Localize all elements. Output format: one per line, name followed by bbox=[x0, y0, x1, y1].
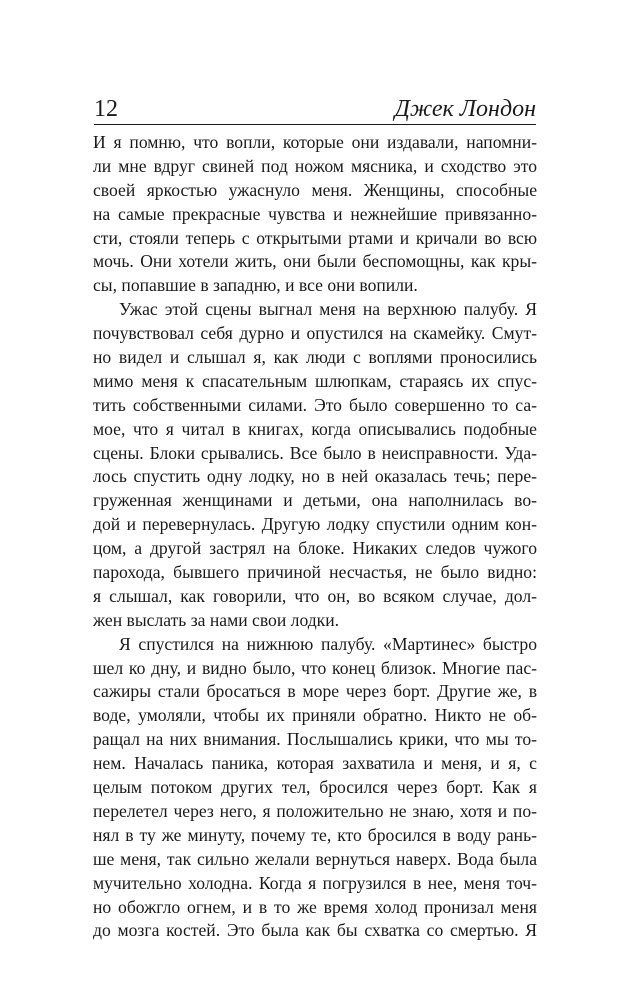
text-line: сажиры стали бросаться в море через борт. Другие же, в bbox=[93, 681, 537, 702]
text-line: жен выслать за нами свои лодки. bbox=[93, 609, 340, 630]
text-line: но обожгло огнем, и в то же время холод пронизал меня bbox=[93, 896, 537, 917]
text-line: перелетел через него, я положительно не знаю, хотя и по- bbox=[93, 800, 537, 821]
text-line: ше меня, так сильно желали вернуться наверх. Вода была bbox=[93, 848, 537, 869]
text-line: нял в ту же минуту, почему те, кто бросился в воду рань- bbox=[93, 824, 537, 845]
book-author: Джек Лондон bbox=[394, 96, 536, 122]
text-line: шел ко дну, и видно было, что конец близок. Многие пас- bbox=[93, 657, 537, 678]
text-line: но видел и слышал я, как люди с воплями проносились bbox=[93, 347, 537, 368]
text-line: цом, а другой застрял на блоке. Никаких следов чужого bbox=[93, 538, 537, 559]
text-line: сцены. Блоки срывались. Все было в неисправности. Уда- bbox=[93, 442, 537, 463]
text-line: я слышал, как говорили, что он, во всяком случае, дол- bbox=[93, 585, 537, 606]
text-line: целым потоком других тел, бросился через борт. Как я bbox=[93, 777, 537, 798]
text-line: почувствовал себя дурно и опустился на скамейку. Смут- bbox=[93, 323, 537, 344]
text-line: лось спустить одну лодку, но в ней оказалась течь; пере- bbox=[93, 466, 537, 487]
text-line: Я спустился на нижнюю палубу. «Мартинес» быстро bbox=[119, 633, 537, 654]
text-line: мимо меня к спасательным шлюпкам, стараясь их спус- bbox=[93, 370, 537, 391]
text-line: мочь. Они хотели жить, они были беспомощны, как кры- bbox=[93, 251, 537, 272]
text-line: воде, умоляли, чтобы их приняли обратно. Никто не об- bbox=[93, 705, 537, 726]
text-line: нем. Началась паника, которая захватила и меня, и я, с bbox=[93, 753, 537, 774]
text-line: сы, попавшие в западню, и все они вопили. bbox=[93, 275, 418, 296]
text-line: парохода, бывшего причиной несчастья, не было видно: bbox=[93, 562, 537, 583]
text-line: своей яркостью ужаснуло меня. Женщины, способные bbox=[93, 179, 537, 200]
text-line: сти, стояли теперь с открытыми ртами и кричали во всю bbox=[93, 227, 537, 248]
running-head bbox=[94, 94, 536, 124]
text-line: тить собственными силами. Это было совершенно то са- bbox=[93, 394, 537, 415]
page-number: 12 bbox=[94, 96, 118, 122]
text-line: на самые прекрасные чувства и нежнейшие привязанно- bbox=[93, 203, 537, 224]
header-rule bbox=[94, 124, 536, 125]
text-line: до мозга костей. Это была как бы схватка со смертью. Я bbox=[93, 920, 537, 941]
body-text bbox=[93, 131, 537, 943]
text-line: И я помню, что вопли, которые они издавали, напомни- bbox=[93, 132, 537, 152]
text-line: Ужас этой сцены выгнал меня на верхнюю палубу. Я bbox=[119, 299, 537, 320]
text-line: мучительно холодна. Когда я погрузился в нее, меня точ- bbox=[93, 872, 537, 893]
text-line: мое, что я читал в книгах, когда описывались подобные bbox=[93, 418, 537, 439]
text-line: ращал на них внимания. Послышались крики, что мы то- bbox=[93, 729, 537, 750]
text-line: груженная женщинами и детьми, она наполнилась во- bbox=[93, 490, 537, 511]
text-line: ли мне вдруг свиней под ножом мясника, и сходство это bbox=[93, 155, 537, 176]
text-line: дой и перевернулась. Другую лодку спустили одним кон- bbox=[93, 514, 537, 535]
